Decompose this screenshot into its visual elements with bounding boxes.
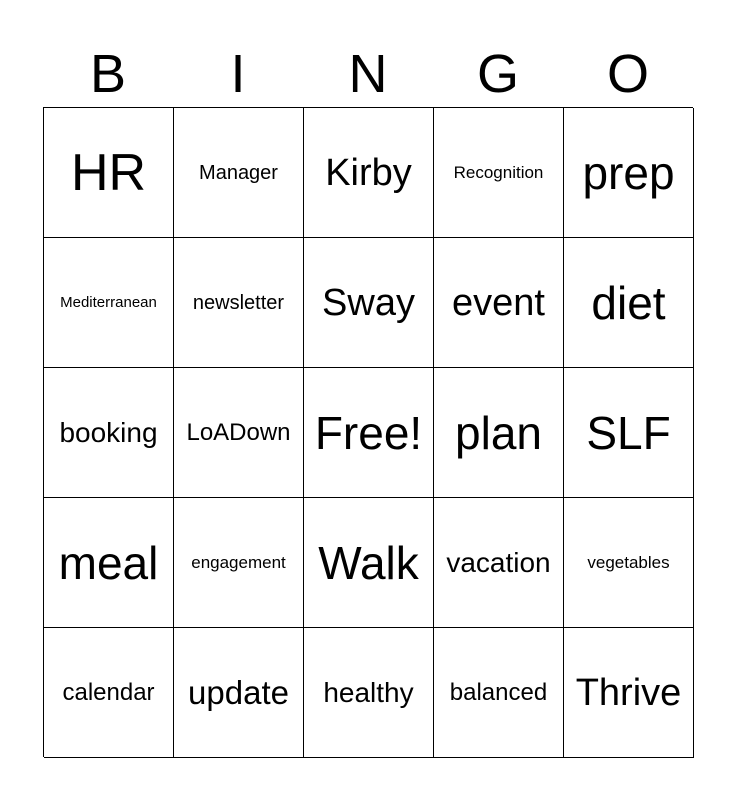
bingo-cell[interactable]: HR (44, 108, 174, 238)
bingo-cell[interactable]: event (434, 238, 564, 368)
header-letter-g: G (476, 44, 519, 104)
bingo-header (43, 40, 693, 108)
header-letter-n: N (348, 44, 388, 104)
bingo-cell[interactable]: meal (44, 498, 174, 628)
bingo-cell[interactable]: SLF (564, 368, 694, 498)
bingo-cell[interactable]: calendar (44, 628, 174, 758)
bingo-cell[interactable]: healthy (304, 628, 434, 758)
bingo-cell[interactable]: Mediterranean (44, 238, 174, 368)
header-letter-b: B (89, 44, 127, 104)
bingo-cell[interactable]: Kirby (304, 108, 434, 238)
bingo-cell[interactable]: update (174, 628, 304, 758)
bingo-cell[interactable]: LoADown (174, 368, 304, 498)
bingo-cell[interactable]: engagement (174, 498, 304, 628)
bingo-cell[interactable]: Thrive (564, 628, 694, 758)
bingo-cell[interactable]: Free! (304, 368, 434, 498)
bingo-cell[interactable]: prep (564, 108, 694, 238)
bingo-board (43, 107, 693, 757)
bingo-cell[interactable]: Manager (174, 108, 304, 238)
bingo-cell[interactable]: balanced (434, 628, 564, 758)
bingo-cell[interactable]: booking (44, 368, 174, 498)
header-letter-i: I (230, 44, 246, 104)
bingo-cell[interactable]: Sway (304, 238, 434, 368)
bingo-cell[interactable]: newsletter (174, 238, 304, 368)
bingo-cell[interactable]: diet (564, 238, 694, 368)
bingo-cell[interactable]: vegetables (564, 498, 694, 628)
bingo-cell[interactable]: Recognition (434, 108, 564, 238)
bingo-cell[interactable]: Walk (304, 498, 434, 628)
bingo-cell[interactable]: plan (434, 368, 564, 498)
bingo-cell[interactable]: vacation (434, 498, 564, 628)
header-letter-o: O (606, 44, 649, 104)
